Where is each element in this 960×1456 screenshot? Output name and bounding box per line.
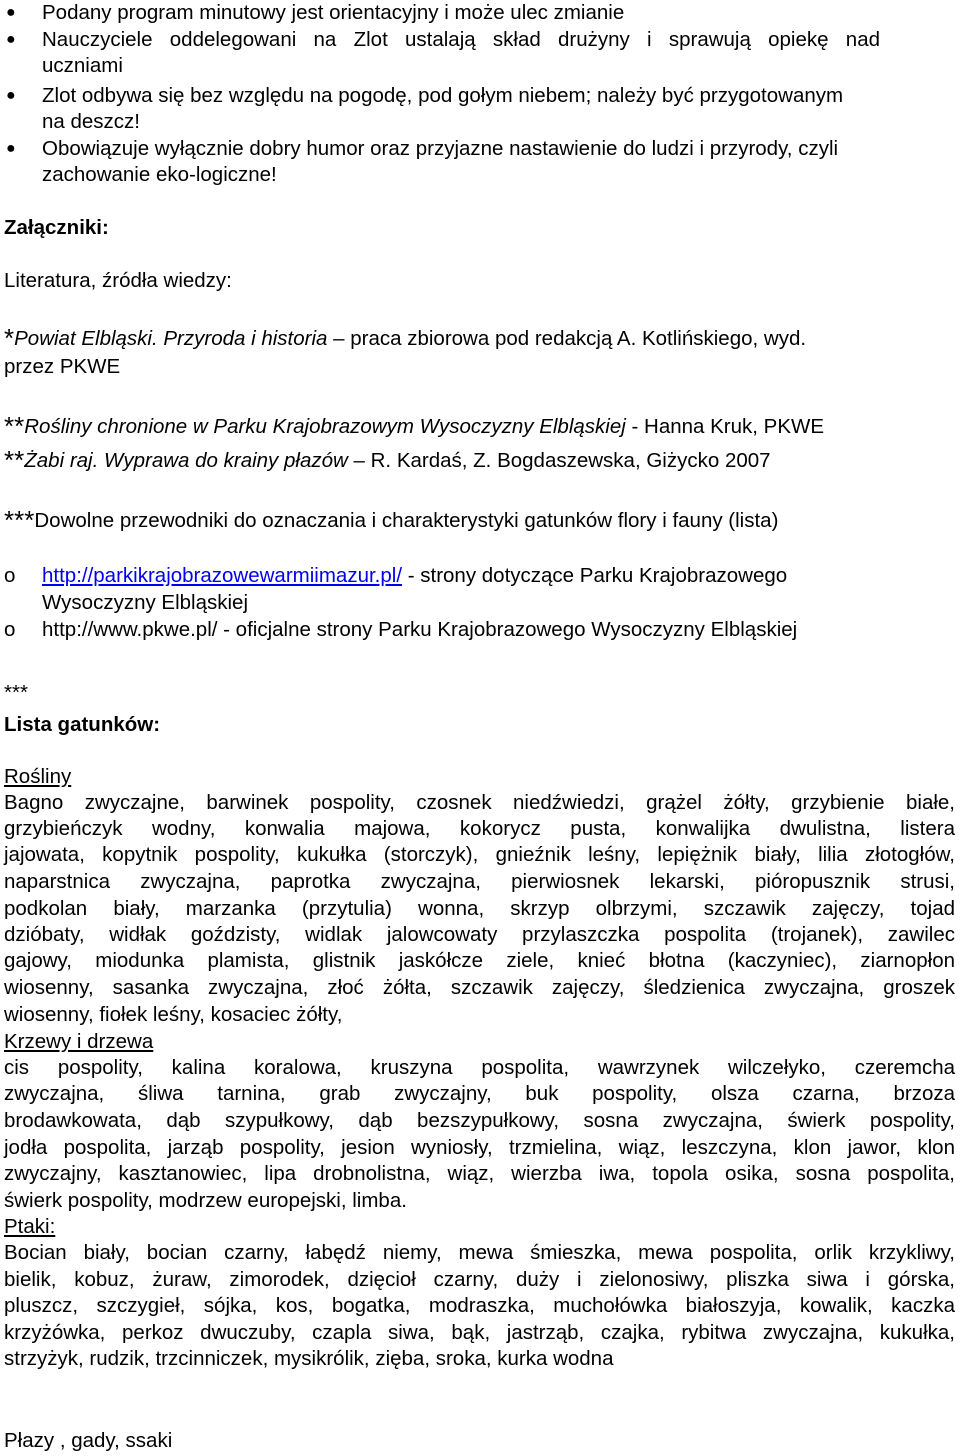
trees-line: zwyczajna, śliwa tarnina, grab zwyczajny, buk pospolity, olsza czarna, brzoza: [4, 1082, 955, 1105]
park-website-link[interactable]: http://parkikrajobrazowewarmiimazur.pl/: [42, 564, 403, 587]
plants-line: podkolan biały, marzanka (przytulia) wonna, skrzyp olbrzymi, szczawik zajęczy, tojad: [4, 897, 955, 920]
bullet-item-3-cont: na deszcz!: [42, 110, 140, 133]
plants-line: jajowata, kopytnik pospolity, kukułka (storczyk), gnieźnik leśny, lepiężnik biały, lilia złotogłów,: [4, 843, 955, 866]
trees-line: zwyczajny, kasztanowiec, lipa drobnolistna, wiąz, wierzba iwa, topola osika, sosna pospolita,: [4, 1162, 955, 1185]
trees-line: jodła pospolita, jarząb pospolity, jesion wyniosły, trzmielina, wiąz, leszczyna, klon jawor, klon: [4, 1136, 955, 1159]
plants-line: gajowy, miodunka plamista, glistnik jaskółcze ziele, knieć błotna (kaczyniec), ziarnopłon: [4, 949, 955, 972]
reference-1: [4, 323, 807, 353]
reference-title: Powiat Elbląski. Przyroda i historia: [14, 327, 328, 350]
plants-line: Bagno zwyczajne, barwinek pospolity, czosnek niedźwiedzi, grążel żółty, grzybienie białe,: [4, 791, 955, 814]
birds-line: krzyżówka, perkoz dwuczuby, czapla siwa, bąk, jastrząb, czajka, rybitwa zwyczajna, kukułka,: [4, 1321, 955, 1344]
bullet-item-2-cont: uczniami: [42, 54, 123, 77]
attachments-heading: Załączniki:: [4, 216, 109, 239]
trees-line: świerk pospolity, modrzew europejski, limba.: [4, 1189, 407, 1212]
plants-heading: Rośliny: [4, 765, 72, 788]
reference-title: Żabi raj. Wyprawa do krainy płazów: [24, 449, 348, 472]
reference-marker: **: [4, 411, 25, 441]
plants-line: dzióbaty, widłak goździsty, widlak jalowcowaty przylaszczka pospolita (trojanek), zawilec: [4, 923, 955, 946]
plants-line: grzybieńczyk wodny, konwalia majowa, kokorycz pusta, konwalijka dwulistna, listera: [4, 817, 955, 840]
link-item-2: [42, 617, 797, 643]
plants-line: naparstnica zwyczajna, paprotka zwyczajna, pierwiosnek lekarski, pióropusznik strusi,: [4, 870, 955, 893]
list-circle-marker: o: [4, 564, 16, 587]
birds-line: bielik, kobuz, żuraw, zimorodek, dzięcioł czarny, duży i zielonosiwy, pliszka siwa i górska,: [4, 1268, 955, 1291]
bullet-item-4-cont: zachowanie eko-logiczne!: [42, 163, 277, 186]
reference-2: [4, 411, 825, 441]
bullet-dot-icon: ●: [6, 87, 16, 104]
bullet-item-3: Zlot odbywa się bez względu na pogodę, pod gołym niebem; należy być przygotowanym: [42, 84, 844, 107]
link-description: - strony dotyczące Parku Krajobrazowego: [402, 564, 788, 587]
reference-4: [4, 505, 779, 535]
reference-marker: **: [4, 445, 25, 475]
link-item-1-cont: Wysoczyzny Elbląskiej: [42, 591, 249, 614]
trees-line: cis pospolity, kalina koralowa, kruszyna pospolita, wawrzynek wilczełyko, czeremcha: [4, 1056, 955, 1079]
bullet-dot-icon: ●: [6, 31, 16, 48]
birds-line: pluszcz, szczygieł, sójka, kos, bogatka, modraszka, muchołówka białoszyja, kowalik, kaczka: [4, 1294, 955, 1317]
reference-text: Dowolne przewodniki do oznaczania i charakterystyki gatunków flory i fauny (lista): [34, 509, 779, 532]
bullet-item-1: Podany program minutowy jest orientacyjny i może ulec zmianie: [42, 1, 625, 24]
bullet-dot-icon: ●: [6, 140, 16, 157]
bullet-dot-icon: ●: [6, 4, 16, 21]
birds-line: Bocian biały, bocian czarny, łabędź niemy, mewa śmieszka, mewa pospolita, orlik krzykliwy,: [4, 1241, 955, 1264]
list-circle-marker: o: [4, 618, 16, 641]
amphibians-reptiles-mammals-heading: Płazy , gady, ssaki: [4, 1429, 173, 1452]
link-item-1: [42, 563, 787, 589]
birds-heading: Ptaki:: [4, 1215, 56, 1238]
separator-stars: ***: [4, 681, 28, 704]
trees-line: brodawkowata, dąb szypułkowy, dąb bezszypułkowy, sosna zwyczajna, świerk pospolity,: [4, 1109, 955, 1132]
bullet-item-2: Nauczyciele oddelegowani na Zlot ustalają skład drużyny i sprawują opiekę nad: [42, 28, 880, 51]
plants-line: wiosenny, fiołek leśny, kosaciec żółty,: [4, 1003, 343, 1026]
reference-marker: *: [4, 323, 15, 353]
plants-line: wiosenny, sasanka zwyczajna, złoć żółta, szczawik zajęczy, śledzienica zwyczajna, groszek: [4, 976, 955, 999]
reference-title: Rośliny chronione w Parku Krajobrazowym Wysoczyzny Elbląskiej: [24, 415, 626, 438]
reference-details: - Hanna Kruk, PKWE: [625, 415, 825, 438]
pkwe-url-text: http://www.pkwe.pl/: [42, 618, 218, 641]
species-heading: Lista gatunków:: [4, 713, 161, 736]
link-description: - oficjalne strony Parku Krajobrazowego Wysoczyzny Elbląskiej: [217, 618, 798, 641]
bullet-item-4: Obowiązuje wyłącznie dobry humor oraz przyjazne nastawienie do ludzi i przyrody, czyli: [42, 137, 839, 160]
trees-heading: Krzewy i drzewa: [4, 1030, 154, 1053]
birds-line: strzyżyk, rudzik, trzcinniczek, mysikrólik, zięba, sroka, kurka wodna: [4, 1347, 614, 1370]
reference-details: – praca zbiorowa pod redakcją A. Kotlińskiego, wyd.: [327, 327, 807, 350]
reference-1-cont: przez PKWE: [4, 355, 121, 378]
reference-details: – R. Kardaś, Z. Bogdaszewska, Giżycko 2007: [347, 449, 771, 472]
literature-heading: Literatura, źródła wiedzy:: [4, 269, 232, 292]
reference-3: [4, 445, 771, 475]
reference-marker: ***: [4, 505, 35, 535]
